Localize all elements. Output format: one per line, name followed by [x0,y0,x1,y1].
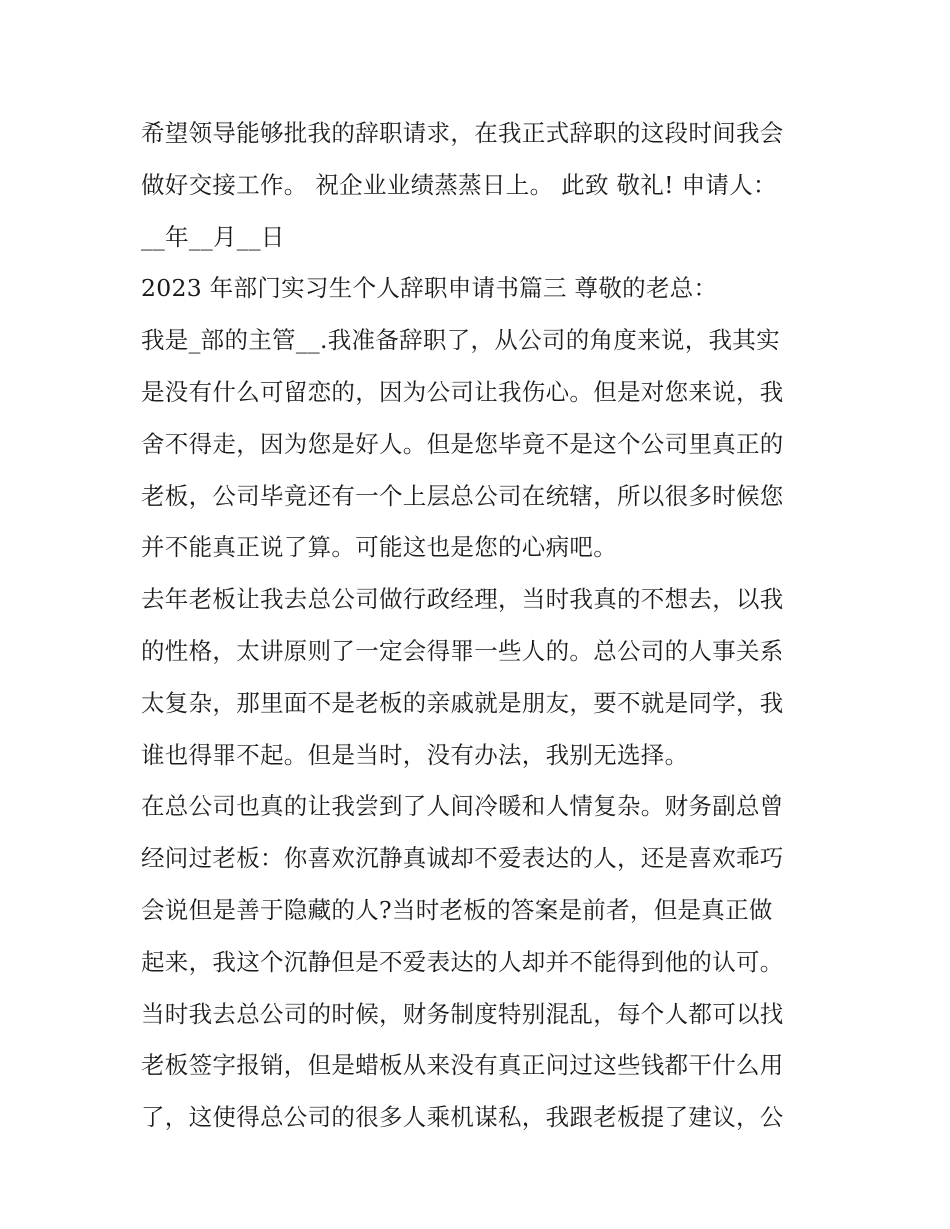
document-body [141,108,821,1144]
text-line: 经问过老板：你喜欢沉静真诚却不爱表达的人，还是喜欢乖巧 [141,844,784,873]
section-heading-line: 2023 年部门实习生个人辞职申请书篇三 尊敬的老总： [141,274,718,303]
text-line: 舍不得走，因为您是好人。但是您毕竟不是这个公司里真正的 [141,429,784,458]
text-line: 老板，公司毕竟还有一个上层总公司在统辖，所以很多时候您 [141,481,784,510]
text-line: 太复杂，那里面不是老板的亲戚就是朋友，要不就是同学，我 [141,688,784,717]
date-line: __年__月__日 [141,222,285,251]
text-line: 了，这使得总公司的很多人乘机谋私，我跟老板提了建议，公 [141,1103,784,1132]
text-line: 并不能真正说了算。可能这也是您的心病吧。 [141,533,617,562]
text-line: 起来，我这个沉静但是不爱表达的人却并不能得到他的认可。 [141,947,784,976]
text-line: 是没有什么可留恋的，因为公司让我伤心。但是对您来说，我 [141,377,784,406]
text-line: 当时我去总公司的时候，财务制度特别混乱，每个人都可以找 [141,999,784,1028]
text-line: 我是_部的主管__.我准备辞职了，从公司的角度来说，我其实 [141,326,780,355]
text-line: 谁也得罪不起。但是当时，没有办法，我别无选择。 [141,740,689,769]
text-line: 做好交接工作。 祝企业业绩蒸蒸日上。 此致 敬礼! 申请人： [141,170,777,199]
text-line: 的性格，太讲原则了一定会得罪一些人的。总公司的人事关系 [141,636,784,665]
text-line: 在总公司也真的让我尝到了人间冷暖和人情复杂。财务副总曾 [141,792,784,821]
text-line: 希望领导能够批我的辞职请求，在我正式辞职的这段时间我会 [141,119,784,147]
text-line: 老板签字报销，但是蜡板从来没有真正问过这些钱都干什么用 [141,1051,784,1080]
text-line: 会说但是善于隐藏的人?当时老板的答案是前者，但是真正做 [141,895,773,924]
text-line: 去年老板让我去总公司做行政经理，当时我真的不想去，以我 [141,585,784,614]
